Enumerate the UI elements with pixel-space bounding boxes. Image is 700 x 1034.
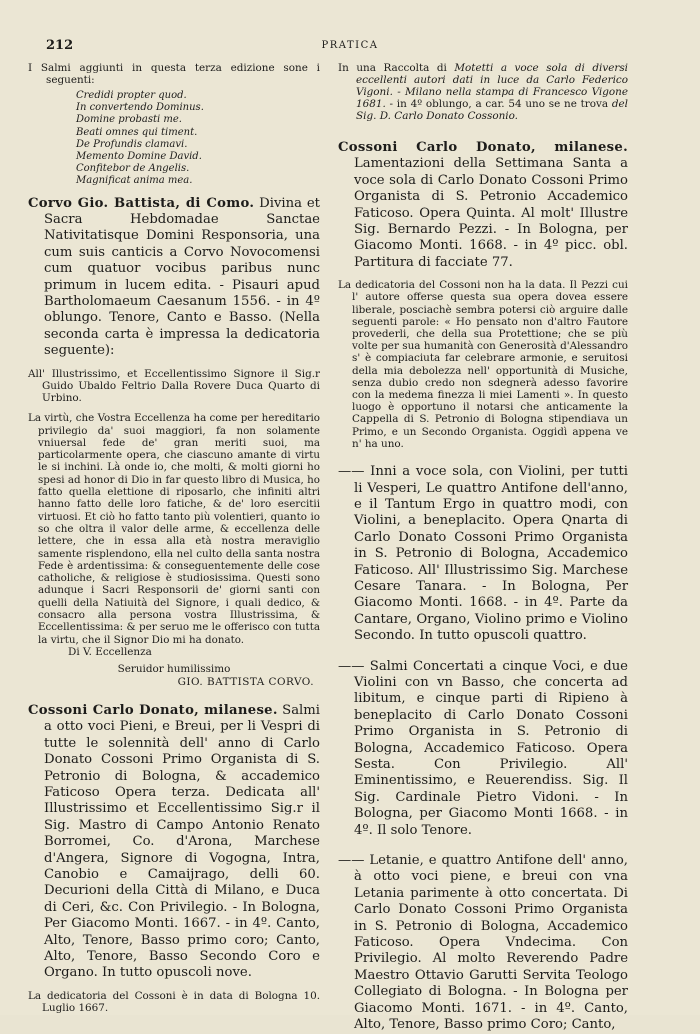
note-title: del Sig. D. Carlo Donato Cossonio.: [356, 98, 628, 122]
page-number: 212: [46, 38, 74, 53]
dedication-letter: La virtù, che Vostra Eccellenza ha come per hereditario privilegio da' suoi maggiori, fa non solamente vniuersal fede de' gran meriti suoi, ma particolarmente opera, che ciascuno amante di virtu le si inchini. Là onde io, che molti, & molti giorni ho spesi ad honor di Dio in far questo libro di Musica, ho fatto quella elettione di riposarlo, che infiniti altri hanno fatto delle loro fatiche, & de' loro esercitii virtuosi. Et ciò ho fatto tanto più volentieri, quanto io so che oltra il valor delle arme, & eccellenza delle lettere, che in essa alla età nostra meraviglio samente risplendono, ella nel culto della santa nostra Fede è ardentissima: & conseguentemente delle cose catholiche, & religiose è studiosissima. Questi sono adunque i Sacri Responsorii de' giorni santi con quelli della Natiuità del Signore, i quali dedico, & consacro alla persona vostra Illustrissima, & Eccellentissima: & per seruo me le offerisco con tutta la virtu, che il Signor Dio mi ha donato.: [28, 412, 320, 646]
entry-salmi-concertati: —— Salmi Concertati a cinque Voci, e due Violini con vn Basso, che concerta ad libitum, e cinque parti di Ripieno à beneplacito di Carlo Donato Cossoni Primo Organista in S. Petronio di Bologna, Accademico Faticoso. Opera Sesta. Con Privilegio. All' Eminentissimo, e Reuerendiss. Sig. Il Sig. Cardinale Pietro Vidoni. - In Bologna, per Giacomo Monti 1668. - in 4º. Il solo Tenore.: [338, 659, 628, 839]
psalm-item: Beati omnes qui timent.: [76, 126, 198, 138]
entry-corvo: [28, 196, 320, 360]
entry-text: Lamentazioni della Settimana Santa a voce sola di Carlo Donato Cossoni Primo Organista di S. Petronio Accademico Faticoso. Opera Quinta. Al molt' Illustre Sig. Bernardo Pezzi. - In Bologna, per Giacomo Monti. 1668. - in 4º picc. obl. Partitura di facciate 77.: [354, 156, 628, 270]
lamentazioni-note: La dedicatoria del Cossoni non ha la data. Il Pezzi cui l' autore offerse questa sua opera dovea essere liberale, posciachè sembra potersi ciò arguire dalle seguenti parole: « Ho pensato non d'altro Fautore provederli, che della sua Protettione; che se più volte per sua humanità con Generosità d'Alessandro s' è compiaciuta far celebrare armonie, e seruitosi della mia debolezza nell' opportunità di Musiche, senza dubio credo non sdegnerà adesso favorire con la medema finezza li miei Lamenti ». In questo luogo è opportuno il notarsi che anticamente la Cappella di S. Petronio di Bologna stipendiava un Primo, e un Secondo Organista. Oggidì appena ve n' ha uno.: [338, 279, 628, 450]
psalm-item: Magnificat anima mea.: [76, 175, 193, 187]
entry-cossoni-lamentazioni: [338, 140, 628, 271]
entry-text: Divina et Sacra Hebdomadae Sanctae Nativitatisque Domini Responsoria, una cum suis canticis a Corvo Novocomensi cum quatuor vocibus paribus nunc primum in lucem edita. - Pisauri apud Bartholomaeum Caesanum 1556. - in 4º oblungo. Tenore, Canto e Basso. (Nella seconda carta è impressa la dedicatoria seguente):: [44, 195, 320, 359]
psalm-item: In convertendo Dominus.: [76, 102, 204, 114]
psalm-item: Memento Domine David.: [76, 151, 202, 163]
psalms-intro: I Salmi aggiunti in questa terza edizione sone i seguenti:: [28, 62, 320, 86]
psalms-list: [28, 90, 320, 188]
psalm-item: De Profundis clamavi.: [76, 138, 188, 150]
psalm-item: Confitebor de Angelis.: [76, 163, 190, 175]
letter-close: Di V. Eccellenza: [68, 645, 152, 658]
running-head: PRATICA: [321, 40, 379, 51]
entry-author: Corvo Gio. Battista, di Como.: [28, 195, 255, 211]
note-text: In una Raccolta di: [338, 62, 455, 74]
psalm-item: Domine probasti me.: [76, 114, 182, 126]
entry-author: Cossoni Carlo Donato, milanese.: [28, 702, 278, 718]
signature: GIO. BATTISTA CORVO.: [177, 675, 314, 688]
note-text: - in 4º oblungo, a car. 54 uno se ne trova: [385, 98, 612, 110]
entry-inni: —— Inni a voce sola, con Violini, per tutti li Vesperi, Le quattro Antifone dell'anno, e il Tantum Ergo in quattro modi, con Violini, a beneplacito. Opera Qnarta di Carlo Donato Cossoni Primo Organista in S. Petronio di Bologna, Accademico Faticoso. All' Illustrissimo Sig. Marchese Cesare Tanara. - In Bologna, Per Giacomo Monti. 1668. - in 4º. Parte da Cantare, Organo, Violino primo e Violino Secondo. In tutto opuscoli quattro.: [338, 464, 628, 644]
left-column: [28, 62, 320, 1014]
entry-letanie: —— Letanie, e quattro Antifone dell' anno, à otto voci piene, e breui con vna Letania parimente à otto concertata. Di Carlo Donato Cossoni Primo Organista in S. Petronio di Bologna, Accademico Faticoso. Opera Vndecima. Con Privilegio. Al molto Reverendo Padre Maestro Ottavio Garutti Servita Teologo Collegiato di Bologna. - In Bologna per Giacomo Monti. 1671. - in 4º. Canto, Alto, Tenore, Basso primo Coro; Canto,: [338, 853, 628, 1033]
entry-author: Cossoni Carlo Donato, milanese.: [338, 140, 628, 155]
servidor-line: Seruidor humilissimo: [117, 662, 231, 675]
psalm-item: Credidi propter quod.: [76, 90, 187, 101]
page-header: [46, 38, 654, 56]
cossoni-dedication-note: La dedicatoria del Cossoni è in data di Bologna 10. Luglio 1667.: [28, 989, 320, 1015]
dedication-address: All' Illustrissimo, et Eccellentissimo Signore il Sig.r Guido Ubaldo Feltrio Dalla Rovere Duca Quarto di Urbino.: [28, 367, 320, 405]
right-column: [338, 62, 628, 1034]
entry-cossoni-salmi: [28, 703, 320, 982]
entry-text: Salmi a otto voci Pieni, e Breui, per li Vespri di tutte le solennità dell' anno di Carlo Donato Cossoni Primo Organista di S. Petronio di Bologna, & accademico Faticoso Opera terza. Dedicata all' Illustrissimo et Eccellentissimo Sig.r il Sig. Mastro di Campo Antonio Renato Borromei, Co. d'Arona, Marchese d'Angera, Signore di Vogogna, Intra, Canobio e Camaijrago, delli 60. Decurioni della Città di Milano, e Duca di Ceri, &c. Con Privilegio. - In Bologna, Per Giacomo Monti. 1667. - in 4º. Canto, Alto, Tenore, Basso primo coro; Canto, Alto, Tenore, Basso Secondo Coro e Organo. In tutto opuscoli nove.: [44, 702, 320, 981]
raccolta-note: [338, 62, 628, 122]
note-title: Motetti a voce sola di diversi eccellenti autori dati in luce da Carlo Federico Vigoni. - Milano nella stampa di Francesco Vigone 1681.: [356, 62, 628, 110]
